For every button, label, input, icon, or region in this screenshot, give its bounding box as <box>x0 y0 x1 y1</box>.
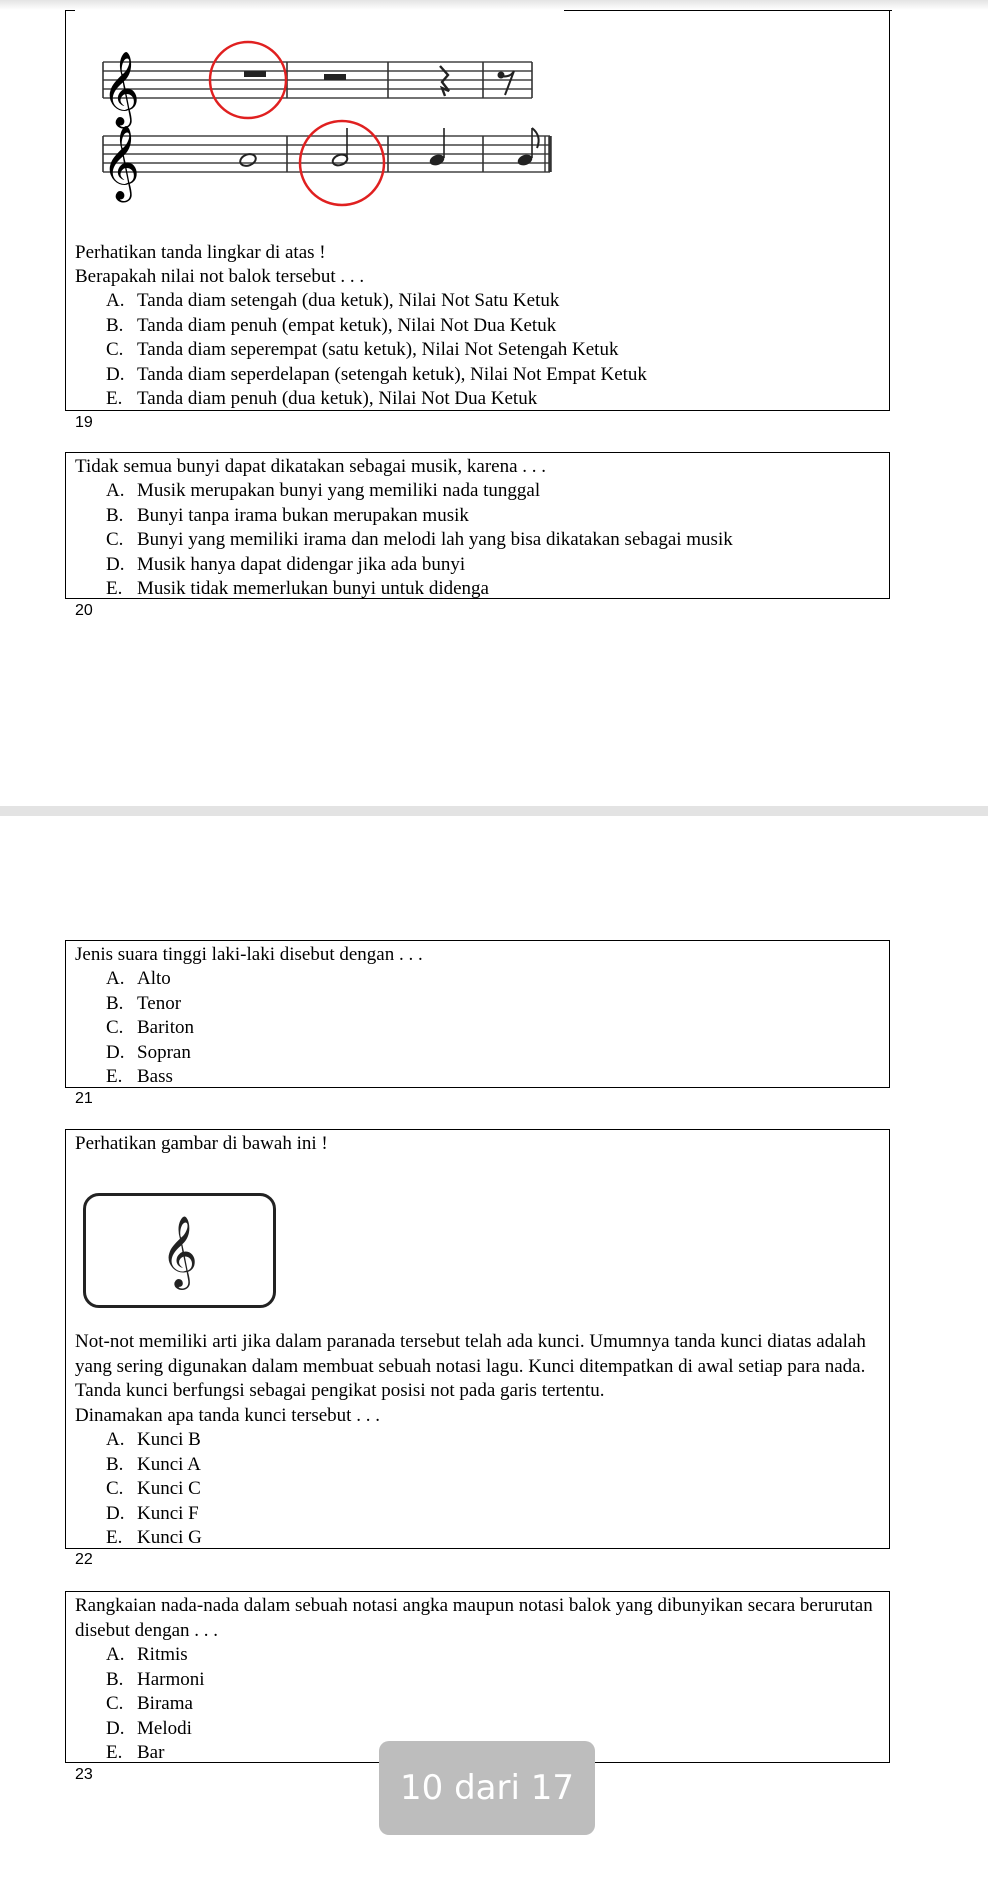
option-letter: B. <box>106 314 124 336</box>
question-text: Berapakah nilai not balok tersebut . . . <box>75 266 365 287</box>
option-list <box>106 479 733 602</box>
option-text: Musik merupakan bunyi yang memiliki nada tunggal <box>137 480 541 501</box>
option-letter: C. <box>106 339 124 360</box>
option-letter: B. <box>106 1453 124 1475</box>
option-text: Melodi <box>137 1717 192 1739</box>
quarter-note-icon <box>428 128 446 167</box>
option-c <box>106 1692 205 1717</box>
option-letter: B. <box>106 1668 124 1690</box>
option-text: Ritmis <box>137 1644 188 1665</box>
rest-and-note-staff-figure <box>98 30 568 210</box>
option-letter: A. <box>106 480 125 501</box>
option-text: Kunci C <box>137 1478 201 1499</box>
option-c <box>106 528 733 553</box>
treble-clef-icon: 𝄞 <box>102 126 140 200</box>
question-19-box <box>65 452 890 599</box>
option-text: Tanda diam penuh (empat ketuk), Nilai Not Dua Ketuk <box>137 314 557 336</box>
box-top-right-edge <box>564 10 892 11</box>
option-a <box>106 1428 202 1453</box>
option-text: Musik hanya dapat didengar jika ada bunyi <box>137 553 466 575</box>
option-e <box>106 1741 205 1766</box>
option-list <box>106 289 647 412</box>
option-letter: A. <box>106 968 125 989</box>
half-rest-icon <box>324 74 346 80</box>
option-text: Sopran <box>137 1041 191 1063</box>
option-text: Bar <box>137 1742 165 1763</box>
option-letter: D. <box>106 1717 125 1739</box>
question-number: 21 <box>75 1090 93 1107</box>
option-d <box>106 363 647 388</box>
option-text: Tanda diam penuh (dua ketuk), Nilai Not Dua Ketuk <box>137 388 538 409</box>
box-top-left-edge <box>65 10 75 11</box>
question-paragraph: Not-not memiliki arti jika dalam paranada tersebut telah ada kunci. Umumnya tanda kunci diatas adalah yang sering digunakan dalam membuat sebuah notasi lagu. Kunci ditempatkan di awal setiap para nada. Tanda kunci berfungsi sebagai pengikat posisi not pada garis tertentu. <box>75 1331 866 1401</box>
question-number: 20 <box>75 602 93 619</box>
option-list <box>106 967 194 1090</box>
option-b <box>106 1453 202 1478</box>
question-number: 19 <box>75 414 93 431</box>
top-staff-lines <box>103 62 532 98</box>
option-text: Tenor <box>137 992 182 1014</box>
option-text: Kunci G <box>137 1527 202 1548</box>
option-letter: E. <box>106 1742 123 1763</box>
treble-clef-icon: 𝄞 <box>102 52 140 126</box>
option-e <box>106 1065 194 1090</box>
option-b <box>106 992 194 1017</box>
question-number: 23 <box>75 1766 93 1783</box>
option-letter: C. <box>106 1017 124 1038</box>
question-22-box <box>65 1591 890 1763</box>
option-list <box>106 1428 202 1551</box>
eighth-note-icon <box>516 128 538 167</box>
option-a <box>106 479 733 504</box>
option-letter: D. <box>106 1041 125 1063</box>
option-text: Tanda diam seperdelapan (setengah ketuk), Nilai Not Empat Ketuk <box>137 363 647 385</box>
option-text: Kunci B <box>137 1429 201 1450</box>
option-e <box>106 577 733 602</box>
question-text: Jenis suara tinggi laki-laki disebut dengan . . . <box>75 944 423 965</box>
option-a <box>106 1643 205 1668</box>
question-18-box <box>65 10 890 411</box>
option-b <box>106 504 733 529</box>
question-number: 22 <box>75 1551 93 1568</box>
option-letter: C. <box>106 529 124 550</box>
option-d <box>106 1502 202 1527</box>
option-letter: D. <box>106 363 125 385</box>
option-c <box>106 1477 202 1502</box>
question-instruction: Perhatikan gambar di bawah ini ! <box>75 1133 328 1154</box>
option-e <box>106 1526 202 1551</box>
question-text: Dinamakan apa tanda kunci tersebut . . . <box>75 1405 380 1426</box>
option-text: Harmoni <box>137 1668 205 1690</box>
clef-picture-frame <box>83 1193 276 1308</box>
option-letter: D. <box>106 553 125 575</box>
viewer-top-shadow <box>0 0 988 10</box>
option-text: Musik tidak memerlukan bunyi untuk didenga <box>137 578 489 599</box>
option-a <box>106 289 647 314</box>
option-e <box>106 387 647 412</box>
option-letter: A. <box>106 1644 125 1665</box>
option-text: Tanda diam setengah (dua ketuk), Nilai Not Satu Ketuk <box>137 290 560 311</box>
page-separator <box>0 806 988 816</box>
eighth-rest-icon <box>498 71 515 95</box>
question-text: Rangkaian nada-nada dalam sebuah notasi angka maupun notasi balok yang dibunyikan secara berurutan disebut dengan . . . <box>75 1595 873 1641</box>
page-indicator: 10 dari 17 <box>379 1741 595 1835</box>
question-text: Tidak semua bunyi dapat dikatakan sebagai musik, karena . . . <box>75 456 547 477</box>
option-text: Bariton <box>137 1017 194 1038</box>
option-text: Tanda diam seperempat (satu ketuk), Nilai Not Setengah Ketuk <box>137 339 619 360</box>
option-c <box>106 1016 194 1041</box>
option-letter: E. <box>106 388 123 409</box>
option-letter: C. <box>106 1478 124 1499</box>
option-c <box>106 338 647 363</box>
option-letter: D. <box>106 1502 125 1524</box>
option-b <box>106 314 647 339</box>
question-instruction: Perhatikan tanda lingkar di atas ! <box>75 242 326 263</box>
option-letter: B. <box>106 992 124 1014</box>
option-a <box>106 967 194 992</box>
treble-clef-icon: 𝄞 <box>161 1213 198 1287</box>
question-21-box <box>65 1129 890 1549</box>
option-letter: E. <box>106 578 123 599</box>
option-letter: C. <box>106 1693 124 1714</box>
option-d <box>106 1717 205 1742</box>
option-letter: A. <box>106 1429 125 1450</box>
option-text: Kunci F <box>137 1502 199 1524</box>
option-text: Kunci A <box>137 1453 201 1475</box>
option-d <box>106 553 733 578</box>
option-text: Bass <box>137 1066 173 1087</box>
option-letter: E. <box>106 1066 123 1087</box>
option-letter: A. <box>106 290 125 311</box>
option-text: Bunyi tanpa irama bukan merupakan musik <box>137 504 469 526</box>
option-text: Alto <box>137 968 171 989</box>
option-b <box>106 1668 205 1693</box>
half-note-icon <box>331 128 349 167</box>
option-letter: E. <box>106 1527 123 1548</box>
option-text: Birama <box>137 1693 193 1714</box>
option-letter: B. <box>106 504 124 526</box>
whole-rest-icon <box>244 71 266 77</box>
question-20-box <box>65 940 890 1088</box>
option-text: Bunyi yang memiliki irama dan melodi lah yang bisa dikatakan sebagai musik <box>137 529 733 550</box>
option-list <box>106 1643 205 1766</box>
option-d <box>106 1041 194 1066</box>
